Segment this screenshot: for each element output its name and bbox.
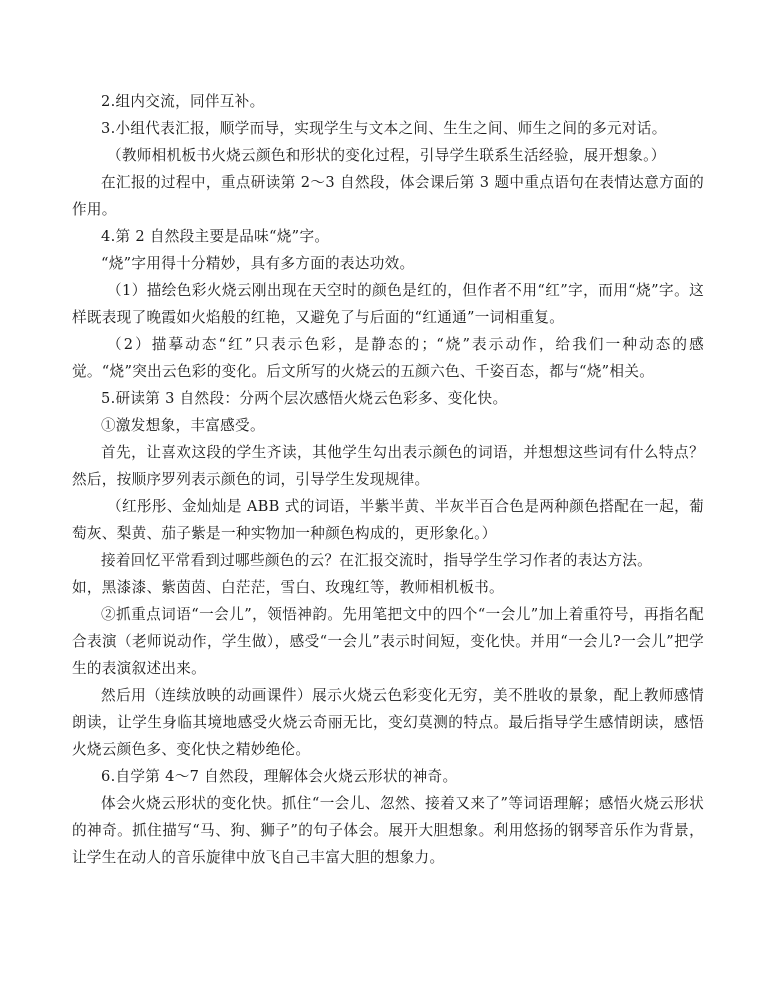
paragraph-sub-1: ①激发想象，丰富感受。	[101, 417, 265, 434]
paragraph-step-2: 2.组内交流，同伴互补。	[101, 93, 265, 110]
paragraph-point-2: （2）描摹动态“红”只表示色彩，是静态的；“烧”表示动作，给我们一种动态的感觉。“烧”突出云色彩的变化。后文所写的火烧云的五颜六色、千姿百态，都与“烧”相关。	[72, 336, 704, 380]
paragraph-examples: 如，黑漆漆、紫茵茵、白茫茫，雪白、玫瑰红等，教师相机板书。	[72, 579, 504, 596]
paragraph-step-3: 3.小组代表汇报，顺学而导，实现学生与文本之间、生生之间、师生之间的多元对话。	[101, 120, 667, 137]
paragraph-point-1: （1）描绘色彩火烧云刚出现在天空时的颜色是红的，但作者不用“红”字，而用“烧”字。这样既表现了晚霞如火焰般的红艳，又避免了与后面的“红通通”一词相重复。	[72, 282, 704, 326]
paragraph-step-5: 5.研读第 3 自然段：分两个层次感悟火烧云色彩多、变化快。	[101, 390, 508, 407]
paragraph-step-4: 4.第 2 自然段主要是品味“烧”字。	[101, 228, 330, 245]
paragraph-recall: 接着回忆平常看到过哪些颜色的云？在汇报交流时，指导学生学习作者的表达方法。	[101, 552, 653, 569]
paragraph-color-words: 首先，让喜欢这段的学生齐读，其他学生勾出表示颜色的词语，并想想这些词有什么特点？然后，按顺序罗列表示颜色的词，引导学生发现规律。	[72, 444, 704, 488]
paragraph-shape-change: 体会火烧云形状的变化快。抓住“一会儿、忽然、接着又来了”等词语理解；感悟火烧云形状的神奇。抓住描写“马、狗、狮子”的句子体会。展开大胆想象。利用悠扬的钢琴音乐作为背景，让学生在动人的音乐旋律中放飞自己丰富大胆的想象力。	[72, 795, 704, 866]
paragraph-sub-2: ②抓重点词语“一会儿”，领悟神韵。先用笔把文中的四个“一会儿”加上着重符号，再指名配合表演（老师说动作，学生做），感受“一会儿”表示时间短，变化快。并用“一会儿?一会儿”把学生的表演叙述出来。	[72, 606, 704, 677]
paragraph-teacher-note: （教师相机板书火烧云颜色和形状的变化过程，引导学生联系生活经验，展开想象。）	[107, 147, 666, 164]
paragraph-color-rules: （红彤彤、金灿灿是 ABB 式的词语，半紫半黄、半灰半百合色是两种颜色搭配在一起，葡萄灰、梨黄、茄子紫是一种实物加一种颜色构成的，更形象化。）	[72, 498, 704, 542]
paragraph-report-focus: 在汇报的过程中，重点研读第 2～3 自然段，体会课后第 3 题中重点语句在表情达意方面的作用。	[72, 174, 704, 218]
paragraph-shao-word: “烧”字用得十分精妙，具有多方面的表达功效。	[101, 255, 415, 272]
document-page	[72, 88, 704, 871]
paragraph-animation: 然后用（连续放映的动画课件）展示火烧云色彩变化无穷，美不胜收的景象，配上教师感情朗读，让学生身临其境地感受火烧云奇丽无比，变幻莫测的特点。最后指导学生感情朗读，感悟火烧云颜色多、变化快之精妙绝伦。	[72, 687, 704, 758]
paragraph-step-6: 6.自学第 4～7 自然段，理解体会火烧云形状的神奇。	[101, 768, 458, 785]
